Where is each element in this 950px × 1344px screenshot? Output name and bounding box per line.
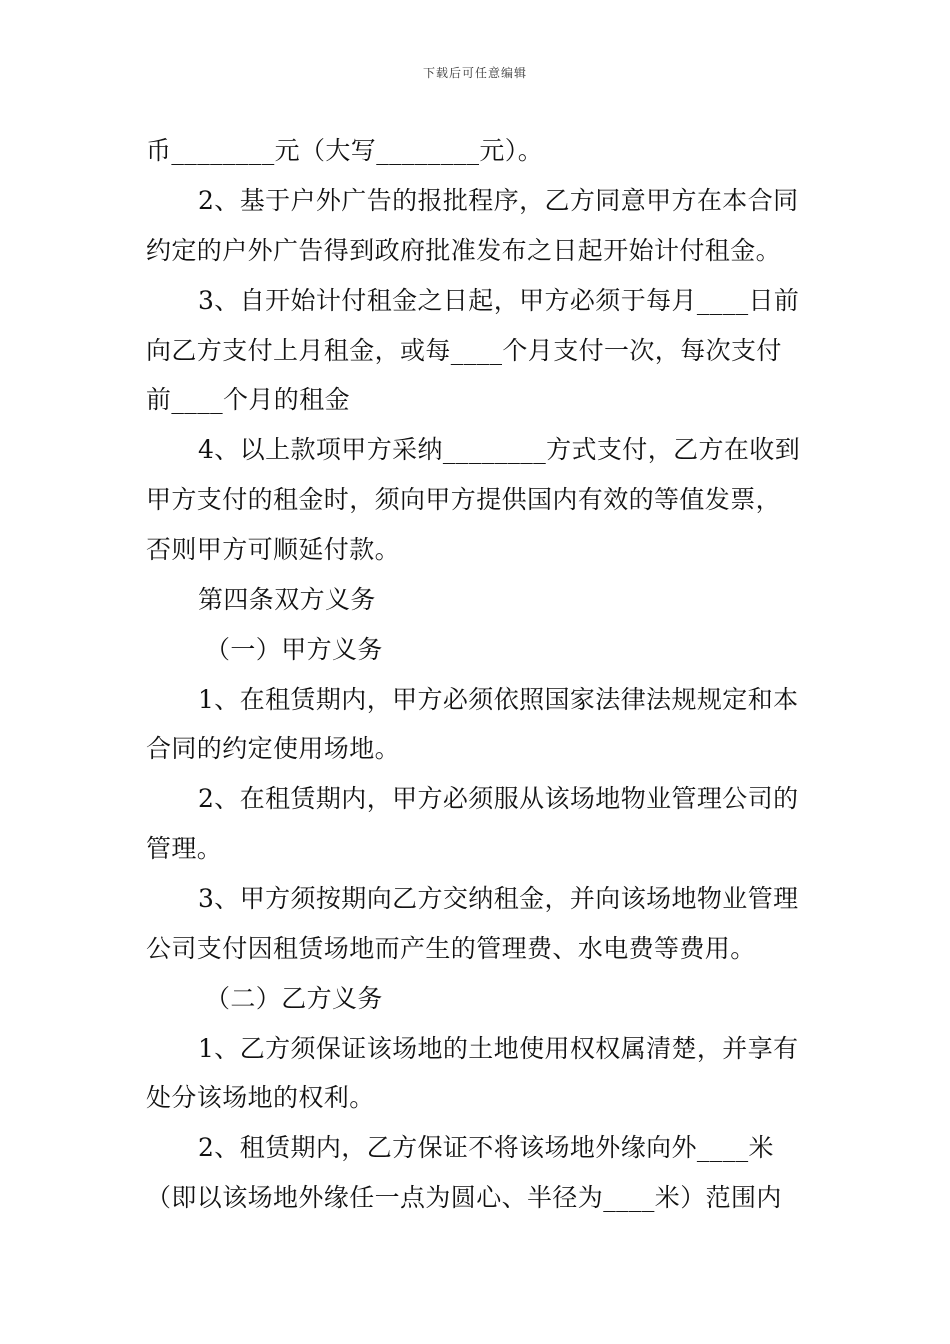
- subsection-heading: （一）甲方义务: [205, 635, 383, 664]
- page-header: 下载后可任意编辑: [422, 66, 527, 80]
- paragraph-line: 3、自开始计付租金之日起，甲方必须于每月____日前: [198, 286, 800, 315]
- paragraph-line: 处分该场地的权利。: [146, 1083, 375, 1112]
- section-heading: 第四条双方义务: [198, 585, 376, 614]
- paragraph-line: 3、甲方须按期向乙方交纳租金，并向该场地物业管理: [198, 884, 799, 913]
- paragraph-line: 2、基于户外广告的报批程序，乙方同意甲方在本合同: [198, 186, 799, 215]
- paragraph-line: 2、租赁期内，乙方保证不将该场地外缘向外____米: [198, 1133, 774, 1162]
- paragraph-line: 前____个月的租金: [146, 385, 351, 414]
- subsection-heading: （二）乙方义务: [205, 984, 383, 1013]
- paragraph-line: 否则甲方可顺延付款。: [146, 535, 401, 564]
- paragraph-line: 甲方支付的租金时，须向甲方提供国内有效的等值发票，: [146, 485, 782, 514]
- paragraph-line: 1、在租赁期内，甲方必须依照国家法律法规规定和本: [198, 685, 799, 714]
- paragraph-line: 1、乙方须保证该场地的土地使用权权属清楚，并享有: [198, 1034, 799, 1063]
- paragraph-line: 币________元（大写________元）。: [146, 136, 544, 165]
- paragraph-line: 约定的户外广告得到政府批准发布之日起开始计付租金。: [146, 236, 782, 265]
- paragraph-line: 合同的约定使用场地。: [146, 734, 401, 763]
- paragraph-line: 管理。: [146, 834, 223, 863]
- paragraph-line: 向乙方支付上月租金，或每____个月支付一次，每次支付: [146, 336, 782, 365]
- paragraph-line: 公司支付因租赁场地而产生的管理费、水电费等费用。: [146, 934, 756, 963]
- paragraph-line: 2、在租赁期内，甲方必须服从该场地物业管理公司的: [198, 784, 799, 813]
- paragraph-line: （即以该场地外缘任一点为圆心、半径为____米）范围内: [146, 1183, 782, 1212]
- paragraph-line: 4、以上款项甲方采纳________方式支付，乙方在收到: [198, 435, 801, 464]
